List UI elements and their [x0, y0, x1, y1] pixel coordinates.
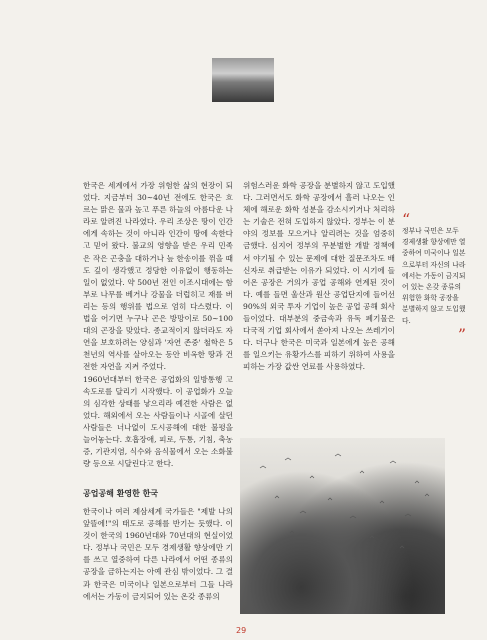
- left-column: [83, 180, 236, 470]
- paragraph: 한국이나 여러 제삼세계 국가들은 "제발 나의 앞뜰에!"의 태도로 공해를 반기는 듯했다. 이것이 한국의 1960년대와 70년대의 현실이었다. 정부나 국민은 모두 경제생활 향상에만 기를 쓰고 열중하여 다른 나라에서 어떤 종류의 공장을 금하는지는 아예 관심 밖이었다. 그 결과 한국은 미국이나 일본으로부터 그들 나라에서는 가동이 금지되어 있는 온갖 종류의: [83, 507, 236, 601]
- paragraph: 1960년대부터 한국은 공업화의 일방통행 고속도로를 달리기 시작했다. 이 공업화가 오늘의 심각한 상태를 낳으리라 예견한 사람은 없었다. 해외에서 오는 사람들이나 시골에 살던 사람들은 너나없이 도시공해에 대한 불평을 늘어놓는다. 호흡장애, 피로, 두통, 기침, 축농증, 기관지염, 식수와 음식물에서 오는 소화불량 등으로 시달린다고 한다.: [83, 374, 236, 469]
- open-quote-icon: “: [402, 210, 411, 229]
- left-column-continued: [83, 506, 236, 603]
- paragraph: 한국은 세계에서 가장 위험한 삶의 현장이 되었다. 지금부터 30∼40년 전에도 한국은 흐르는 맑은 물과 높고 푸른 하늘의 아름다운 나라로 알려진 나라였다. 우리 조상은 땅이 인간에게 속하는 것이 아니라 인간이 땅에 속한다고 믿어 왔다. 불교의 영향을 받은 우리 민족은 작은 곤충을 대하거나 늪 한송이를 꺾을 때도 깊이 생각했고 정당한 이유없이 행동하는 일이 없었다. 약 500년 전인 이조시대에는 함부로 나무를 베거나 강물을 더럽히고 재를 버리는 등의 행위를 법으로 엄히 다스렸다. 이 법을 어기면 누구나 곤은 방망이로 50∼100대의 곤장을 맞았다. 종교적이지 않더라도 자연을 보호하려는 양심과 '자연 존중' 철학은 5천년의 역사를 살아오는 동안 비옥한 땅과 건전한 자연을 지켜 주었다.: [83, 181, 236, 372]
- pull-quote-text: 정부나 국민은 모두 경제생활 향상에만 열중하여 미국이나 일본으로부터 자신의 나라에서는 가동이 금지되어 있는 온갖 종류의 위험한 화학 공장을 분별하지 않고 도입했다.: [402, 227, 466, 325]
- section-heading: 공업공해 환영한 한국: [83, 489, 159, 498]
- close-quote-icon: ”: [457, 324, 466, 344]
- page-number: 29: [236, 626, 247, 635]
- pull-quote: [402, 210, 466, 344]
- paragraph: 위험스러운 화학 공장을 분별하지 않고 도입했다. 그러면서도 화학 공장에서 흘러 나오는 인체에 해로운 화학 성분을 감소시키거나 처리하는 기술은 전혀 도입하지 않았다. 정부는 이 분야의 정보를 모으거나 알리려는 것을 엄중히 금했다. 심지어 정부의 무분별한 개발 정책에서 야기될 수 있는 문제에 대한 질문조차도 배신자로 취급받는 이유가 되었다. 이 시기에 들어온 공장은 거의가 공업 공해와 연계된 것이다. 예를 들면 울산과 원산 공업단지에 들어선 90%의 외국 투자 기업이 높은 공업 공해 회사들이었다. 대부분의 중금속과 유독 폐기물은 다국적 기업 회사에서 쏟아져 나오는 쓰레기이다. 더구나 한국은 미국과 일본에게 높은 공해를 일으키는 유황가스를 피하기 위하여 사용을 피하는 가장 값싼 연료를 사용하였다.: [243, 181, 398, 372]
- middle-column: [243, 180, 398, 374]
- photo-seagulls-coast: [240, 438, 445, 614]
- seagulls-icon: [240, 438, 445, 614]
- photo-mountain: [212, 58, 274, 102]
